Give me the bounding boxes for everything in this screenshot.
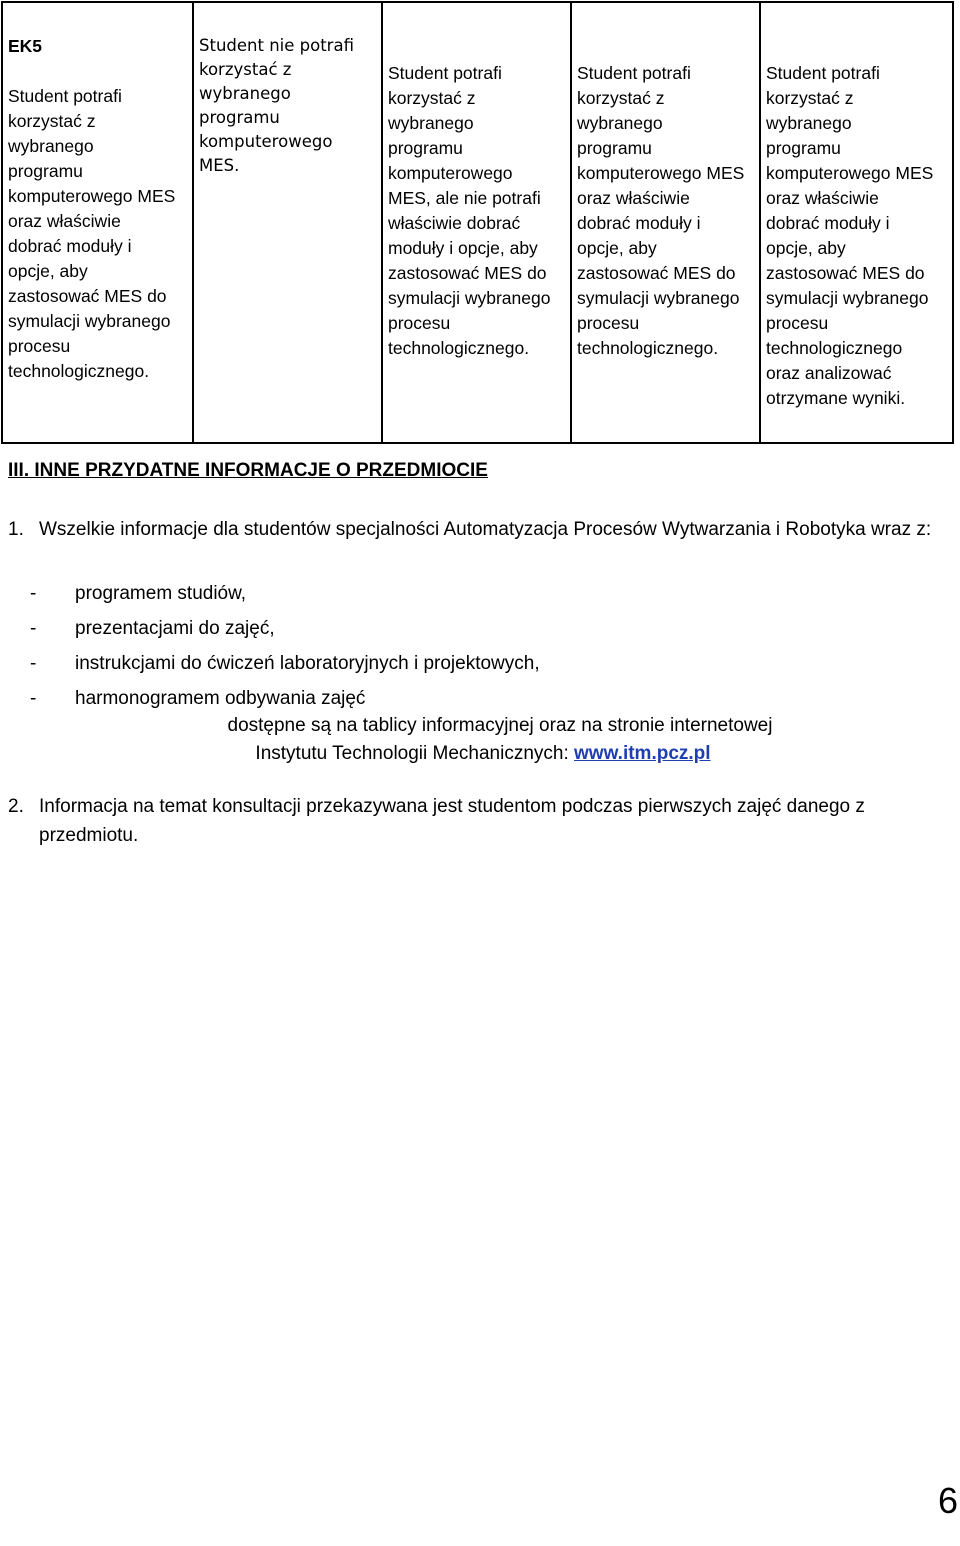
list-item-text: harmonogramem odbywania zajęć [75, 688, 366, 709]
table-cell-grade-2 [193, 2, 382, 443]
materials-list [30, 580, 540, 720]
bullet-dash: - [30, 688, 37, 709]
item-text: Wszelkie informacje dla studentów specjalności Automatyzacja Procesów Wytwarzania i Robotyka wraz z: [39, 519, 932, 540]
info-item-2 [8, 792, 948, 850]
table-cell-ek5 [2, 2, 193, 443]
cell-text-3: Student potrafi korzystać z wybranego programu komputerowego MES, ale nie potrafi właściwie dobrać moduły i opcje, aby zastosować MES do symulacji wybranego procesu technologicznego. [388, 63, 551, 358]
cell-text-2: Student nie potrafi korzystać z wybranego programu komputerowego MES. [199, 36, 354, 175]
table-row [2, 2, 953, 443]
ek-label: EK5 [8, 36, 43, 56]
item-text: Informacja na temat konsultacji przekazywana jest studentom podczas pierwszych zajęć danego z przedmiotu. [39, 796, 865, 846]
table-cell-grade-3 [382, 2, 571, 443]
list-item [30, 580, 540, 615]
cell-text-4: Student potrafi korzystać z wybranego programu komputerowego MES oraz właściwie dobrać moduły i opcje, aby zastosować MES do symulacji wybranego procesu technologicznego. [577, 63, 745, 358]
assessment-table [1, 1, 954, 444]
website-link[interactable]: www.itm.pcz.pl [574, 743, 711, 764]
list-item [30, 615, 540, 650]
cell-text-5: Student potrafi korzystać z wybranego programu komputerowego MES oraz właściwie dobrać moduły i opcje, aby zastosować MES do symulacji wybranego procesu technologicznego oraz analizować otrzymane wyniki. [766, 63, 934, 408]
bullet-dash: - [30, 653, 37, 674]
list-item-text: programem studiów, [75, 583, 247, 604]
institute-name: Instytutu Technologii Mechanicznych: [255, 743, 575, 764]
availability-line: dostępne są na tablicy informacyjnej oraz na stronie internetowej [227, 715, 773, 736]
cell-text-1: Student potrafi korzystać z wybranego programu komputerowego MES oraz właściwie dobrać moduły i opcje, aby zastosować MES do symulacji wybranego procesu technologicznego. [8, 86, 176, 381]
item-number: 1. [8, 519, 24, 540]
page-number: 6 [937, 1480, 958, 1521]
list-item-text: prezentacjami do zajęć, [75, 618, 275, 639]
table-cell-grade-4 [571, 2, 760, 443]
bullet-dash: - [30, 583, 37, 604]
item-number: 2. [8, 796, 24, 817]
info-item-1 [8, 515, 948, 544]
institute-line [0, 740, 960, 767]
list-item-text: instrukcjami do ćwiczeń laboratoryjnych i projektowych, [75, 653, 540, 674]
list-item [30, 650, 540, 685]
section-title: III. INNE PRZYDATNE INFORMACJE O PRZEDMIOCIE [8, 460, 488, 481]
bullet-dash: - [30, 618, 37, 639]
table-cell-grade-5 [760, 2, 953, 443]
